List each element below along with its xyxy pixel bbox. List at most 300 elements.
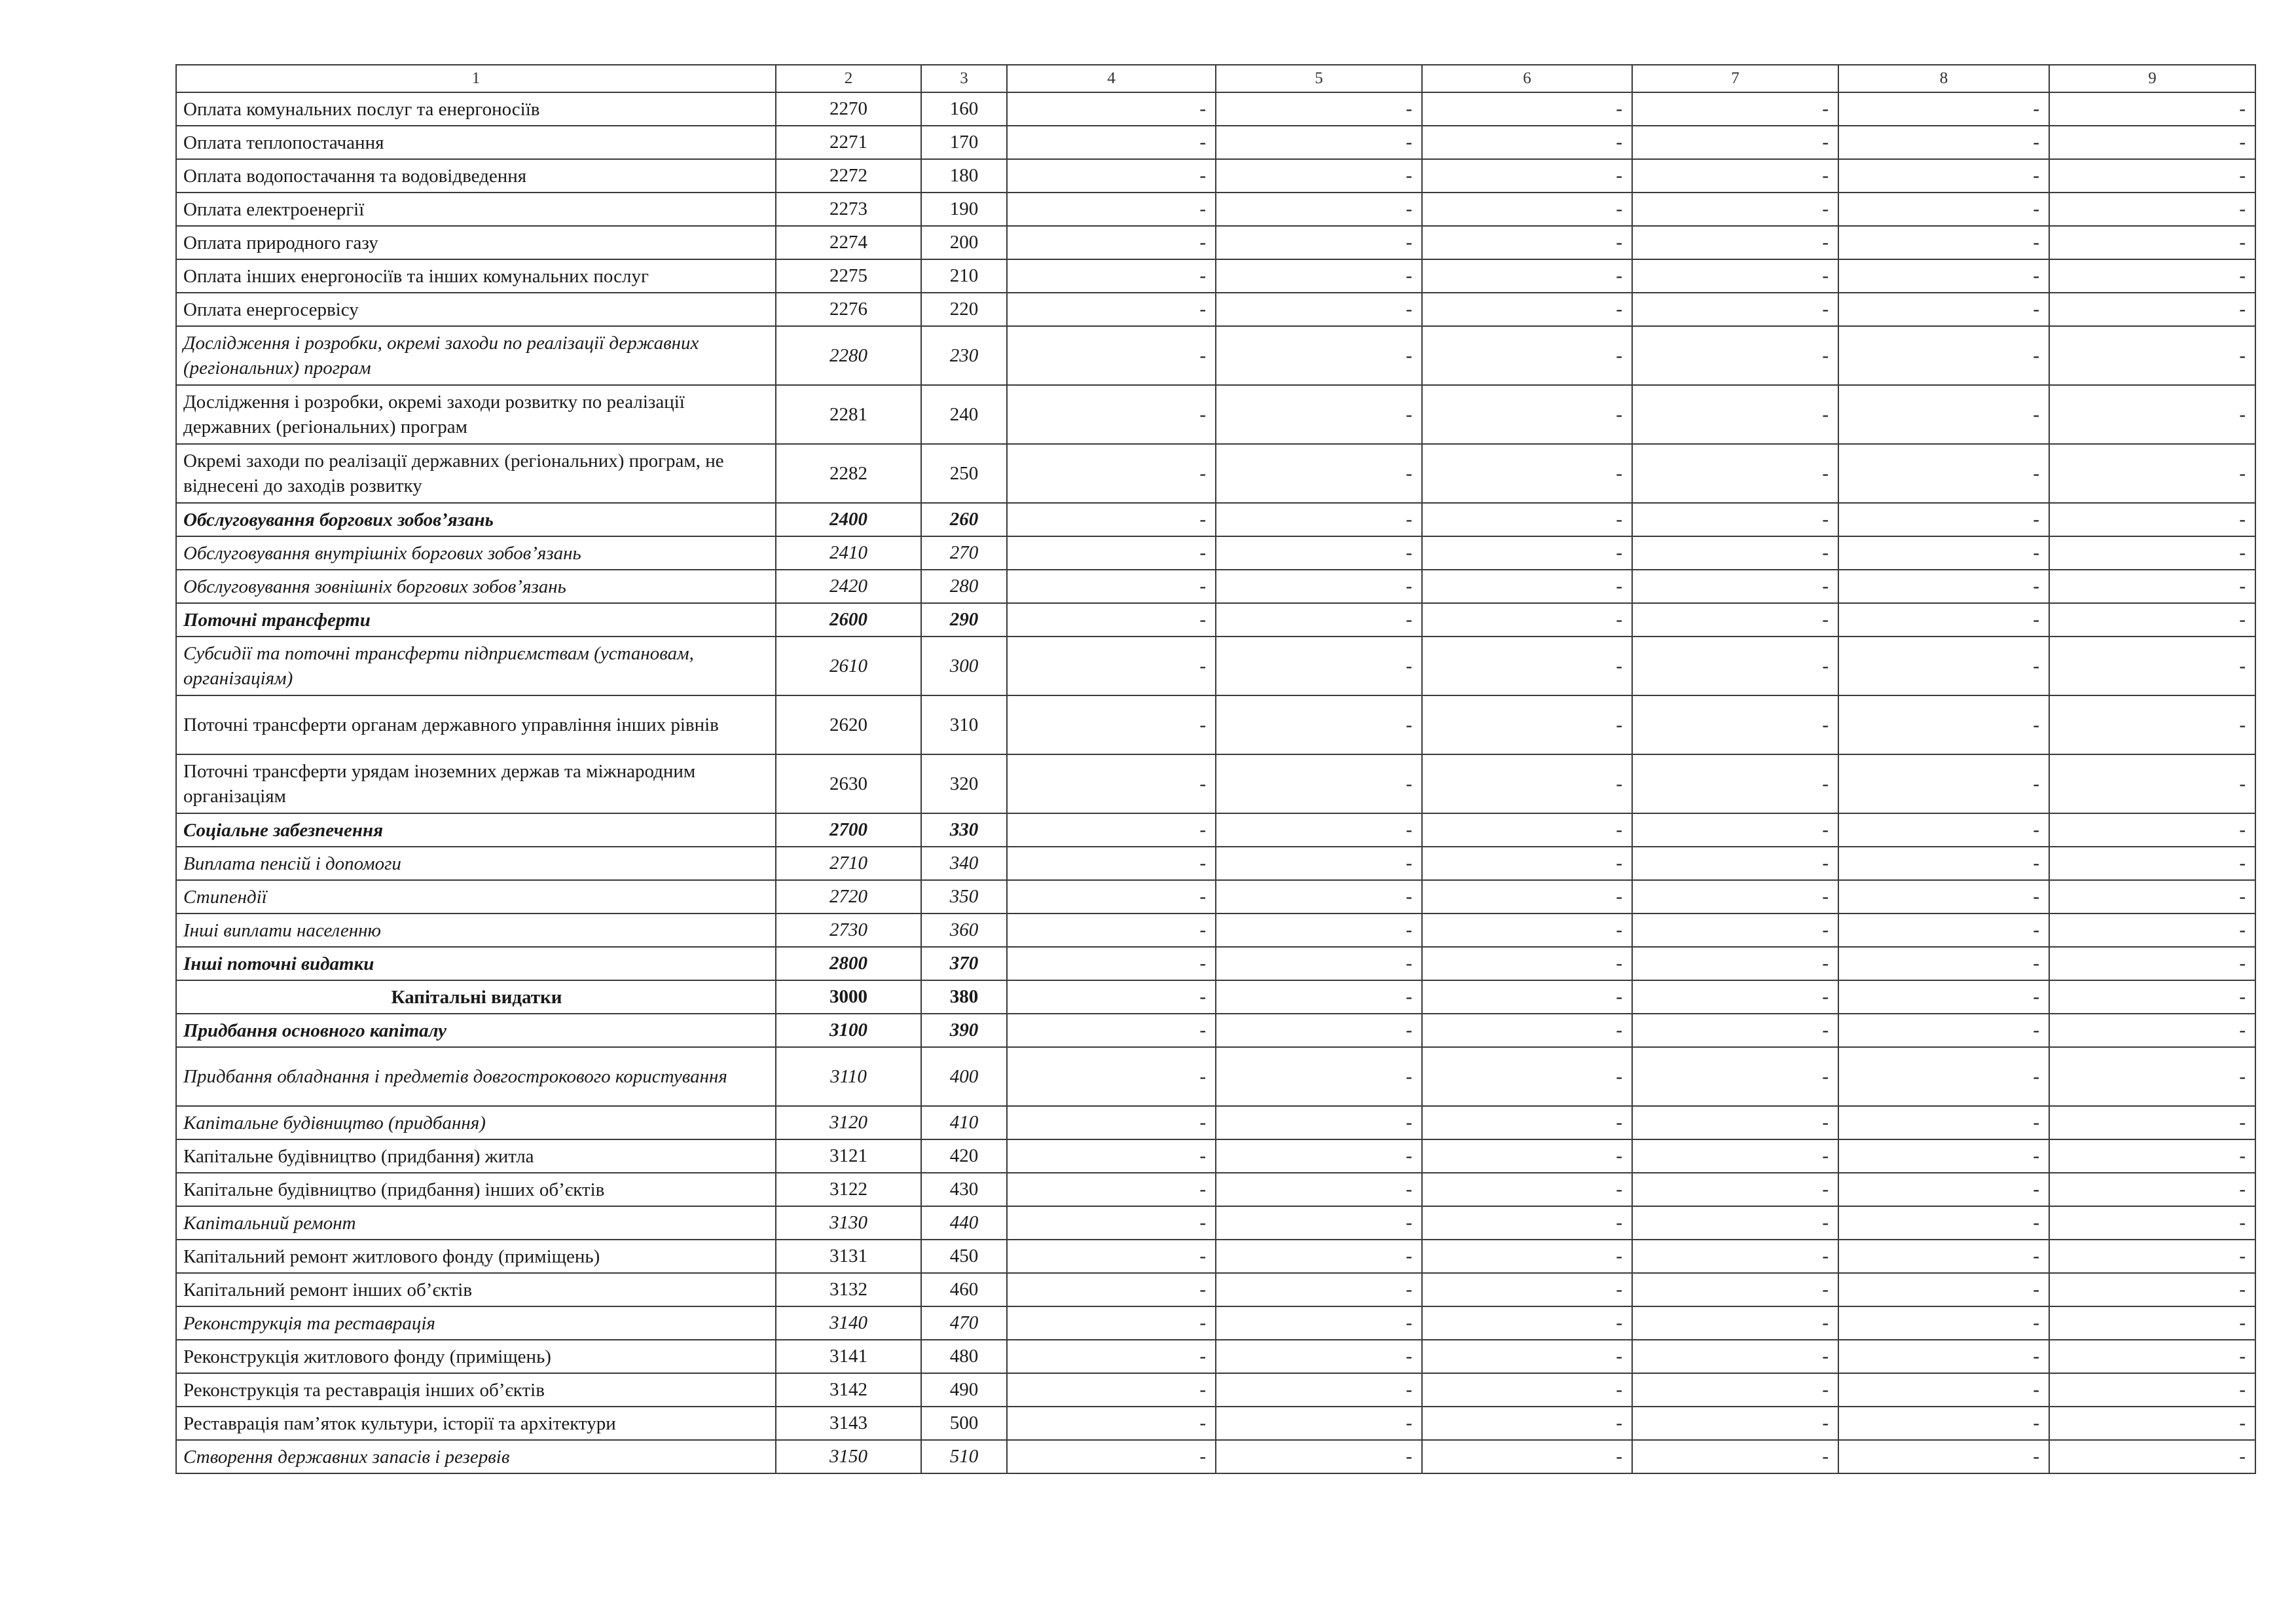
value-cell-col-4: - xyxy=(1007,847,1216,880)
table-row xyxy=(176,1106,2255,1139)
table-row xyxy=(176,326,2255,385)
value-cell-col-9: - xyxy=(2049,259,2255,293)
row-line-number: 360 xyxy=(921,913,1007,947)
value-cell-col-5: - xyxy=(1216,226,1422,259)
row-line-number: 170 xyxy=(921,126,1007,159)
column-header-4: 4 xyxy=(1007,65,1216,92)
value-cell-col-9: - xyxy=(2049,92,2255,126)
row-name: Соціальне забезпечення xyxy=(176,813,776,847)
value-cell-col-7: - xyxy=(1632,1014,1838,1047)
value-cell-col-4: - xyxy=(1007,947,1216,980)
value-cell-col-6: - xyxy=(1422,754,1632,813)
value-cell-col-7: - xyxy=(1632,126,1838,159)
value-cell-col-5: - xyxy=(1216,1440,1422,1473)
row-name: Оплата водопостачання та водовідведення xyxy=(176,159,776,193)
row-name: Дослідження і розробки, окремі заходи по реалізації державних (регіональних) програм xyxy=(176,326,776,385)
value-cell-col-9: - xyxy=(2049,1047,2255,1106)
table-row xyxy=(176,980,2255,1014)
value-cell-col-5: - xyxy=(1216,1306,1422,1340)
value-cell-col-7: - xyxy=(1632,847,1838,880)
row-line-number: 230 xyxy=(921,326,1007,385)
value-cell-col-4: - xyxy=(1007,326,1216,385)
value-cell-col-4: - xyxy=(1007,813,1216,847)
table-row xyxy=(176,813,2255,847)
row-line-number: 420 xyxy=(921,1139,1007,1173)
row-line-number: 310 xyxy=(921,695,1007,754)
row-code: 2720 xyxy=(776,880,921,913)
value-cell-col-4: - xyxy=(1007,1273,1216,1306)
row-code: 2272 xyxy=(776,159,921,193)
row-name: Оплата інших енергоносіїв та інших комунальних послуг xyxy=(176,259,776,293)
row-name: Поточні трансферти xyxy=(176,603,776,637)
value-cell-col-6: - xyxy=(1422,1240,1632,1273)
table-row xyxy=(176,1206,2255,1240)
row-line-number: 290 xyxy=(921,603,1007,637)
row-code: 3122 xyxy=(776,1173,921,1206)
value-cell-col-4: - xyxy=(1007,1139,1216,1173)
value-cell-col-4: - xyxy=(1007,1106,1216,1139)
row-code: 2282 xyxy=(776,444,921,503)
value-cell-col-7: - xyxy=(1632,444,1838,503)
value-cell-col-8: - xyxy=(1838,913,2049,947)
value-cell-col-9: - xyxy=(2049,1440,2255,1473)
row-name: Субсидії та поточні трансферти підприємствам (установам, організаціям) xyxy=(176,637,776,695)
value-cell-col-7: - xyxy=(1632,1340,1838,1373)
value-cell-col-5: - xyxy=(1216,126,1422,159)
row-line-number: 410 xyxy=(921,1106,1007,1139)
value-cell-col-5: - xyxy=(1216,695,1422,754)
table-row xyxy=(176,1014,2255,1047)
value-cell-col-8: - xyxy=(1838,1373,2049,1407)
value-cell-col-4: - xyxy=(1007,536,1216,570)
row-code: 2620 xyxy=(776,695,921,754)
value-cell-col-8: - xyxy=(1838,1306,2049,1340)
value-cell-col-6: - xyxy=(1422,226,1632,259)
row-line-number: 480 xyxy=(921,1340,1007,1373)
value-cell-col-6: - xyxy=(1422,1440,1632,1473)
row-code: 2410 xyxy=(776,536,921,570)
value-cell-col-5: - xyxy=(1216,1139,1422,1173)
value-cell-col-7: - xyxy=(1632,754,1838,813)
value-cell-col-9: - xyxy=(2049,193,2255,226)
row-name: Інші поточні видатки xyxy=(176,947,776,980)
row-name: Оплата комунальних послуг та енергоносіїв xyxy=(176,92,776,126)
value-cell-col-8: - xyxy=(1838,1014,2049,1047)
row-name: Капітальне будівництво (придбання) xyxy=(176,1106,776,1139)
value-cell-col-7: - xyxy=(1632,226,1838,259)
value-cell-col-4: - xyxy=(1007,159,1216,193)
value-cell-col-8: - xyxy=(1838,92,2049,126)
value-cell-col-5: - xyxy=(1216,1240,1422,1273)
value-cell-col-7: - xyxy=(1632,1240,1838,1273)
value-cell-col-8: - xyxy=(1838,159,2049,193)
row-line-number: 490 xyxy=(921,1373,1007,1407)
value-cell-col-4: - xyxy=(1007,259,1216,293)
value-cell-col-4: - xyxy=(1007,1440,1216,1473)
row-code: 3121 xyxy=(776,1139,921,1173)
value-cell-col-5: - xyxy=(1216,813,1422,847)
row-line-number: 260 xyxy=(921,503,1007,536)
row-name: Стипендії xyxy=(176,880,776,913)
value-cell-col-8: - xyxy=(1838,1273,2049,1306)
table-row xyxy=(176,159,2255,193)
table-row xyxy=(176,293,2255,326)
value-cell-col-4: - xyxy=(1007,980,1216,1014)
value-cell-col-9: - xyxy=(2049,1173,2255,1206)
value-cell-col-4: - xyxy=(1007,1373,1216,1407)
row-line-number: 280 xyxy=(921,570,1007,603)
value-cell-col-5: - xyxy=(1216,159,1422,193)
value-cell-col-5: - xyxy=(1216,1407,1422,1440)
value-cell-col-5: - xyxy=(1216,1273,1422,1306)
table-row xyxy=(176,503,2255,536)
value-cell-col-6: - xyxy=(1422,1106,1632,1139)
value-cell-col-4: - xyxy=(1007,1340,1216,1373)
column-header-3: 3 xyxy=(921,65,1007,92)
value-cell-col-6: - xyxy=(1422,913,1632,947)
value-cell-col-4: - xyxy=(1007,1173,1216,1206)
value-cell-col-6: - xyxy=(1422,385,1632,444)
value-cell-col-5: - xyxy=(1216,193,1422,226)
value-cell-col-8: - xyxy=(1838,1407,2049,1440)
row-name: Придбання обладнання і предметів довгострокового користування xyxy=(176,1047,776,1106)
value-cell-col-8: - xyxy=(1838,570,2049,603)
table-row xyxy=(176,259,2255,293)
value-cell-col-7: - xyxy=(1632,193,1838,226)
value-cell-col-7: - xyxy=(1632,1173,1838,1206)
value-cell-col-7: - xyxy=(1632,1407,1838,1440)
value-cell-col-6: - xyxy=(1422,1014,1632,1047)
row-name: Інші виплати населенню xyxy=(176,913,776,947)
row-code: 2710 xyxy=(776,847,921,880)
value-cell-col-9: - xyxy=(2049,1306,2255,1340)
value-cell-col-5: - xyxy=(1216,503,1422,536)
value-cell-col-7: - xyxy=(1632,603,1838,637)
value-cell-col-4: - xyxy=(1007,637,1216,695)
value-cell-col-6: - xyxy=(1422,159,1632,193)
column-header-6: 6 xyxy=(1422,65,1632,92)
value-cell-col-6: - xyxy=(1422,1373,1632,1407)
value-cell-col-8: - xyxy=(1838,385,2049,444)
row-code: 3000 xyxy=(776,980,921,1014)
value-cell-col-6: - xyxy=(1422,1206,1632,1240)
row-name: Оплата електроенергії xyxy=(176,193,776,226)
table-row xyxy=(176,1173,2255,1206)
value-cell-col-6: - xyxy=(1422,1273,1632,1306)
row-line-number: 300 xyxy=(921,637,1007,695)
value-cell-col-7: - xyxy=(1632,1139,1838,1173)
row-line-number: 330 xyxy=(921,813,1007,847)
value-cell-col-4: - xyxy=(1007,293,1216,326)
value-cell-col-4: - xyxy=(1007,754,1216,813)
row-name: Оплата енергосервісу xyxy=(176,293,776,326)
value-cell-col-6: - xyxy=(1422,695,1632,754)
value-cell-col-5: - xyxy=(1216,259,1422,293)
value-cell-col-6: - xyxy=(1422,92,1632,126)
table-row xyxy=(176,193,2255,226)
value-cell-col-7: - xyxy=(1632,1206,1838,1240)
value-cell-col-5: - xyxy=(1216,754,1422,813)
value-cell-col-6: - xyxy=(1422,503,1632,536)
value-cell-col-5: - xyxy=(1216,293,1422,326)
row-code: 3110 xyxy=(776,1047,921,1106)
value-cell-col-7: - xyxy=(1632,159,1838,193)
table-row xyxy=(176,1139,2255,1173)
value-cell-col-6: - xyxy=(1422,259,1632,293)
row-code: 2275 xyxy=(776,259,921,293)
row-code: 2270 xyxy=(776,92,921,126)
row-name: Капітальне будівництво (придбання) житла xyxy=(176,1139,776,1173)
value-cell-col-8: - xyxy=(1838,1206,2049,1240)
value-cell-col-8: - xyxy=(1838,226,2049,259)
table-row xyxy=(176,637,2255,695)
table-row xyxy=(176,226,2255,259)
row-code: 2271 xyxy=(776,126,921,159)
row-name: Реконструкція та реставрація xyxy=(176,1306,776,1340)
row-code: 2610 xyxy=(776,637,921,695)
value-cell-col-9: - xyxy=(2049,326,2255,385)
value-cell-col-9: - xyxy=(2049,947,2255,980)
value-cell-col-6: - xyxy=(1422,536,1632,570)
table-row xyxy=(176,1407,2255,1440)
value-cell-col-8: - xyxy=(1838,1106,2049,1139)
value-cell-col-8: - xyxy=(1838,536,2049,570)
value-cell-col-8: - xyxy=(1838,980,2049,1014)
value-cell-col-5: - xyxy=(1216,92,1422,126)
table-row xyxy=(176,1240,2255,1273)
row-name: Окремі заходи по реалізації державних (регіональних) програм, не віднесені до заходів розвитку xyxy=(176,444,776,503)
value-cell-col-7: - xyxy=(1632,385,1838,444)
value-cell-col-6: - xyxy=(1422,126,1632,159)
row-code: 2276 xyxy=(776,293,921,326)
row-name: Капітальне будівництво (придбання) інших об’єктів xyxy=(176,1173,776,1206)
value-cell-col-7: - xyxy=(1632,1106,1838,1139)
value-cell-col-8: - xyxy=(1838,754,2049,813)
value-cell-col-5: - xyxy=(1216,1373,1422,1407)
table-row xyxy=(176,847,2255,880)
value-cell-col-8: - xyxy=(1838,1139,2049,1173)
value-cell-col-8: - xyxy=(1838,637,2049,695)
value-cell-col-6: - xyxy=(1422,980,1632,1014)
row-name: Виплата пенсій і допомоги xyxy=(176,847,776,880)
row-line-number: 220 xyxy=(921,293,1007,326)
value-cell-col-8: - xyxy=(1838,1240,2049,1273)
value-cell-col-4: - xyxy=(1007,1407,1216,1440)
row-code: 2420 xyxy=(776,570,921,603)
row-name: Реставрація пам’яток культури, історії та архітектури xyxy=(176,1407,776,1440)
column-header-5: 5 xyxy=(1216,65,1422,92)
row-code: 2400 xyxy=(776,503,921,536)
value-cell-col-5: - xyxy=(1216,1106,1422,1139)
value-cell-col-4: - xyxy=(1007,126,1216,159)
value-cell-col-4: - xyxy=(1007,1240,1216,1273)
value-cell-col-7: - xyxy=(1632,1373,1838,1407)
value-cell-col-9: - xyxy=(2049,1206,2255,1240)
value-cell-col-9: - xyxy=(2049,1340,2255,1373)
value-cell-col-8: - xyxy=(1838,259,2049,293)
row-name: Поточні трансферти урядам іноземних держав та міжнародним організаціям xyxy=(176,754,776,813)
value-cell-col-7: - xyxy=(1632,813,1838,847)
column-header-1: 1 xyxy=(176,65,776,92)
value-cell-col-5: - xyxy=(1216,326,1422,385)
column-header-8: 8 xyxy=(1838,65,2049,92)
row-line-number: 210 xyxy=(921,259,1007,293)
value-cell-col-8: - xyxy=(1838,326,2049,385)
value-cell-col-7: - xyxy=(1632,92,1838,126)
value-cell-col-4: - xyxy=(1007,880,1216,913)
table-row xyxy=(176,1440,2255,1473)
table-row xyxy=(176,126,2255,159)
value-cell-col-9: - xyxy=(2049,536,2255,570)
value-cell-col-5: - xyxy=(1216,637,1422,695)
row-name: Капітальні видатки xyxy=(176,980,776,1014)
value-cell-col-5: - xyxy=(1216,570,1422,603)
row-name: Обслуговування внутрішніх боргових зобов’язань xyxy=(176,536,776,570)
row-code: 2800 xyxy=(776,947,921,980)
value-cell-col-6: - xyxy=(1422,603,1632,637)
value-cell-col-8: - xyxy=(1838,444,2049,503)
table-body xyxy=(176,65,2255,1473)
value-cell-col-6: - xyxy=(1422,847,1632,880)
value-cell-col-4: - xyxy=(1007,444,1216,503)
table-row xyxy=(176,1306,2255,1340)
row-code: 3143 xyxy=(776,1407,921,1440)
value-cell-col-9: - xyxy=(2049,159,2255,193)
row-line-number: 350 xyxy=(921,880,1007,913)
value-cell-col-9: - xyxy=(2049,913,2255,947)
value-cell-col-7: - xyxy=(1632,1306,1838,1340)
row-name: Капітальний ремонт житлового фонду (приміщень) xyxy=(176,1240,776,1273)
value-cell-col-9: - xyxy=(2049,1273,2255,1306)
value-cell-col-4: - xyxy=(1007,1306,1216,1340)
value-cell-col-8: - xyxy=(1838,193,2049,226)
value-cell-col-9: - xyxy=(2049,1373,2255,1407)
row-line-number: 510 xyxy=(921,1440,1007,1473)
row-name: Реконструкція житлового фонду (приміщень) xyxy=(176,1340,776,1373)
value-cell-col-7: - xyxy=(1632,293,1838,326)
value-cell-col-8: - xyxy=(1838,603,2049,637)
value-cell-col-8: - xyxy=(1838,847,2049,880)
row-line-number: 500 xyxy=(921,1407,1007,1440)
row-code: 2281 xyxy=(776,385,921,444)
value-cell-col-6: - xyxy=(1422,326,1632,385)
value-cell-col-7: - xyxy=(1632,503,1838,536)
value-cell-col-6: - xyxy=(1422,1173,1632,1206)
table-row xyxy=(176,603,2255,637)
value-cell-col-6: - xyxy=(1422,1407,1632,1440)
value-cell-col-8: - xyxy=(1838,1047,2049,1106)
row-name: Оплата природного газу xyxy=(176,226,776,259)
value-cell-col-6: - xyxy=(1422,1047,1632,1106)
row-line-number: 200 xyxy=(921,226,1007,259)
value-cell-col-5: - xyxy=(1216,980,1422,1014)
row-line-number: 320 xyxy=(921,754,1007,813)
value-cell-col-9: - xyxy=(2049,226,2255,259)
value-cell-col-7: - xyxy=(1632,637,1838,695)
row-line-number: 450 xyxy=(921,1240,1007,1273)
value-cell-col-6: - xyxy=(1422,1340,1632,1373)
value-cell-col-7: - xyxy=(1632,570,1838,603)
row-code: 3131 xyxy=(776,1240,921,1273)
value-cell-col-5: - xyxy=(1216,947,1422,980)
value-cell-col-4: - xyxy=(1007,1206,1216,1240)
value-cell-col-5: - xyxy=(1216,1047,1422,1106)
value-cell-col-4: - xyxy=(1007,385,1216,444)
row-line-number: 440 xyxy=(921,1206,1007,1240)
value-cell-col-6: - xyxy=(1422,880,1632,913)
value-cell-col-9: - xyxy=(2049,980,2255,1014)
row-code: 2700 xyxy=(776,813,921,847)
value-cell-col-6: - xyxy=(1422,570,1632,603)
row-code: 3120 xyxy=(776,1106,921,1139)
row-code: 3142 xyxy=(776,1373,921,1407)
value-cell-col-9: - xyxy=(2049,1106,2255,1139)
row-line-number: 380 xyxy=(921,980,1007,1014)
value-cell-col-7: - xyxy=(1632,880,1838,913)
row-line-number: 340 xyxy=(921,847,1007,880)
value-cell-col-9: - xyxy=(2049,503,2255,536)
value-cell-col-9: - xyxy=(2049,126,2255,159)
value-cell-col-4: - xyxy=(1007,695,1216,754)
value-cell-col-9: - xyxy=(2049,1240,2255,1273)
value-cell-col-5: - xyxy=(1216,536,1422,570)
row-code: 2280 xyxy=(776,326,921,385)
value-cell-col-7: - xyxy=(1632,259,1838,293)
value-cell-col-5: - xyxy=(1216,1014,1422,1047)
value-cell-col-6: - xyxy=(1422,813,1632,847)
value-cell-col-8: - xyxy=(1838,1173,2049,1206)
value-cell-col-4: - xyxy=(1007,503,1216,536)
value-cell-col-7: - xyxy=(1632,913,1838,947)
value-cell-col-8: - xyxy=(1838,813,2049,847)
value-cell-col-8: - xyxy=(1838,695,2049,754)
row-code: 3140 xyxy=(776,1306,921,1340)
row-code: 2630 xyxy=(776,754,921,813)
value-cell-col-6: - xyxy=(1422,444,1632,503)
row-line-number: 190 xyxy=(921,193,1007,226)
value-cell-col-8: - xyxy=(1838,1340,2049,1373)
value-cell-col-4: - xyxy=(1007,913,1216,947)
value-cell-col-6: - xyxy=(1422,1306,1632,1340)
header-row xyxy=(176,65,2255,92)
row-line-number: 240 xyxy=(921,385,1007,444)
row-name: Обслуговування боргових зобов’язань xyxy=(176,503,776,536)
value-cell-col-7: - xyxy=(1632,536,1838,570)
value-cell-col-9: - xyxy=(2049,637,2255,695)
value-cell-col-8: - xyxy=(1838,503,2049,536)
row-name: Капітальний ремонт xyxy=(176,1206,776,1240)
value-cell-col-7: - xyxy=(1632,980,1838,1014)
row-code: 3100 xyxy=(776,1014,921,1047)
value-cell-col-6: - xyxy=(1422,947,1632,980)
value-cell-col-7: - xyxy=(1632,1273,1838,1306)
table-row xyxy=(176,536,2255,570)
row-line-number: 460 xyxy=(921,1273,1007,1306)
value-cell-col-9: - xyxy=(2049,1139,2255,1173)
value-cell-col-4: - xyxy=(1007,193,1216,226)
row-name: Придбання основного капіталу xyxy=(176,1014,776,1047)
table-row xyxy=(176,1373,2255,1407)
table-row xyxy=(176,913,2255,947)
expenditure-table xyxy=(175,64,2256,1474)
value-cell-col-9: - xyxy=(2049,603,2255,637)
table-row xyxy=(176,444,2255,503)
table-row xyxy=(176,570,2255,603)
column-header-2: 2 xyxy=(776,65,921,92)
value-cell-col-9: - xyxy=(2049,813,2255,847)
column-header-7: 7 xyxy=(1632,65,1838,92)
value-cell-col-7: - xyxy=(1632,947,1838,980)
